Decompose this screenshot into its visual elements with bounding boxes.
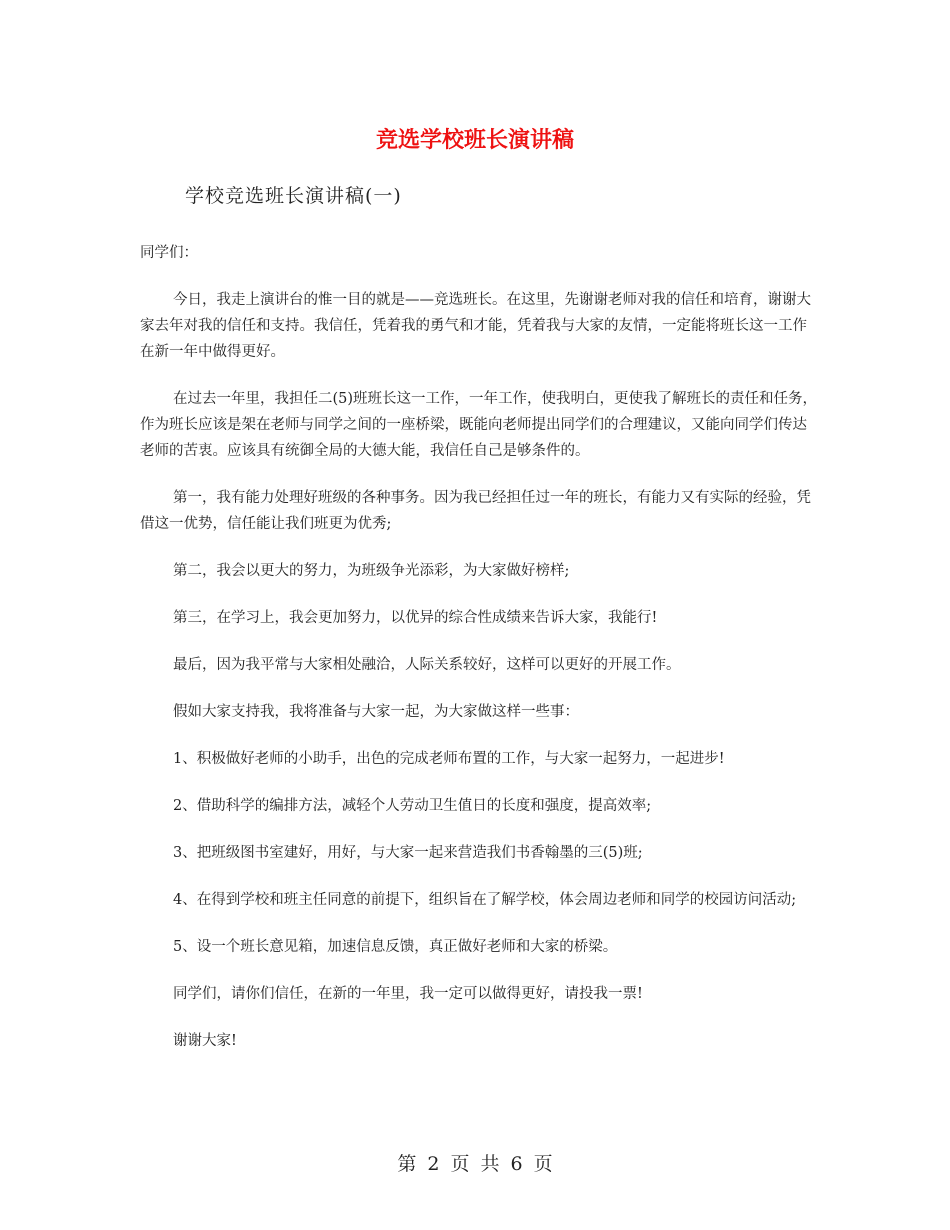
- document-body: [140, 240, 820, 1075]
- list-item: 3、把班级图书室建好，用好，与大家一起来营造我们书香翰墨的三(5)班;: [173, 845, 643, 861]
- closing-paragraph: 同学们，请你们信任，在新的一年里，我一定可以做得更好，请投我一票!: [173, 986, 643, 1002]
- body-paragraph: 第一，我有能力处理好班级的各种事务。因为我已经担任过一年的班长，有能力又有实际的经验，凭借这一优势，信任能让我们班更为优秀;: [140, 490, 811, 532]
- body-paragraph: 假如大家支持我，我将准备与大家一起，为大家做这样一些事：: [173, 704, 579, 720]
- list-item: 5、设一个班长意见箱，加速信息反馈，真正做好老师和大家的桥梁。: [173, 939, 618, 955]
- page-number: 第 2 页 共 6 页: [397, 1153, 553, 1175]
- list-item: 1、积极做好老师的小助手，出色的完成老师布置的工作，与大家一起努力，一起进步!: [173, 751, 725, 767]
- list-item: 4、在得到学校和班主任同意的前提下，组织旨在了解学校，体会周边老师和同学的校园访问活动;: [173, 892, 797, 908]
- body-paragraph: 第二，我会以更大的努力，为班级争光添彩，为大家做好榜样;: [173, 563, 570, 579]
- body-paragraph: 第三，在学习上，我会更加努力，以优异的综合性成绩来告诉大家，我能行!: [173, 610, 658, 626]
- salutation-paragraph: 同学们：: [140, 245, 198, 261]
- body-paragraph: 最后，因为我平常与大家相处融洽，人际关系较好，这样可以更好的开展工作。: [173, 657, 681, 673]
- section-subtitle: 学校竞选班长演讲稿(一): [185, 185, 402, 207]
- page-title: 竞选学校班长演讲稿: [375, 126, 574, 153]
- body-paragraph: 今日，我走上演讲台的惟一目的就是——竞选班长。在这里，先谢谢老师对我的信任和培育，谢谢大家去年对我的信任和支持。我信任，凭着我的勇气和才能，凭着我与大家的友情，一定能将班长这一工作在新一年中做得更好。: [140, 292, 811, 360]
- list-item: 2、借助科学的编排方法，减轻个人劳动卫生值日的长度和强度，提高效率;: [173, 798, 652, 814]
- body-paragraph: 在过去一年里，我担任二(5)班班长这一工作，一年工作，使我明白，更使我了解班长的责任和任务，作为班长应该是架在老师与同学之间的一座桥梁，既能向老师提出同学们的合理建议，又能向同学们传达老师的苦衷。应该具有统御全局的大德大能，我信任自己是够条件的。: [140, 391, 818, 459]
- closing-thanks: 谢谢大家!: [173, 1033, 237, 1049]
